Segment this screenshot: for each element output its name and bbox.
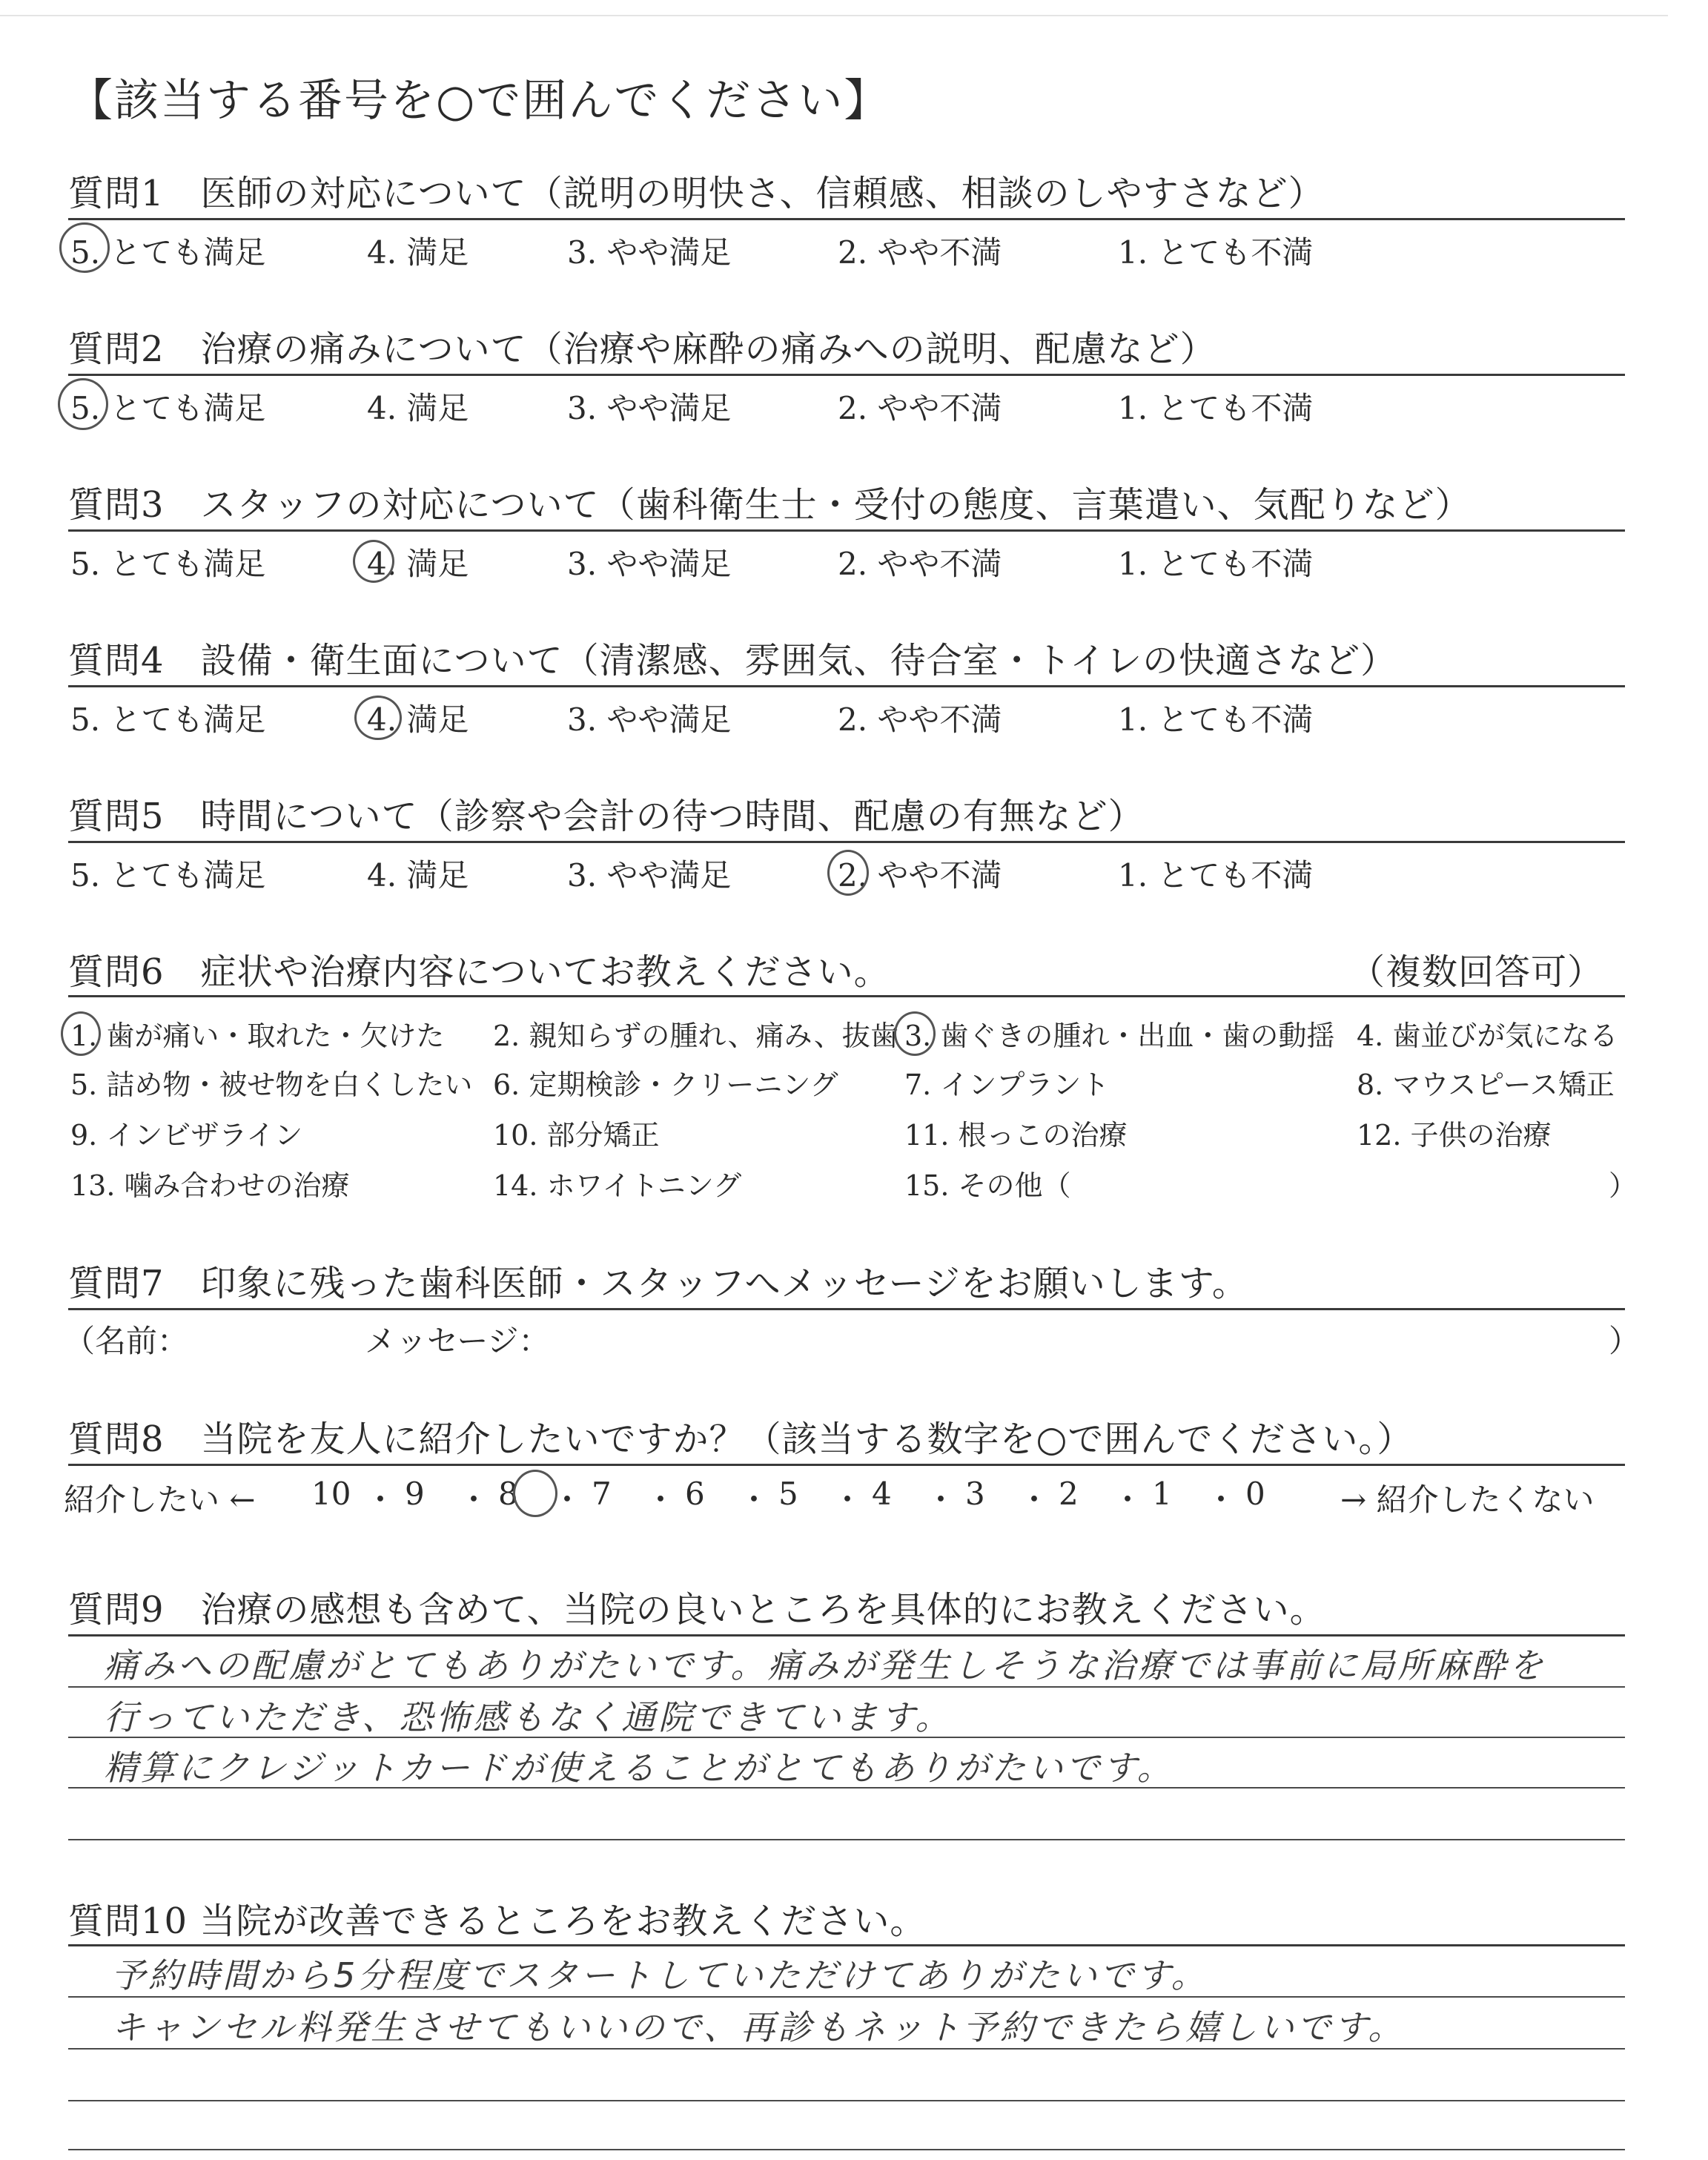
- q1-option-4[interactable]: 4. 満足: [367, 234, 469, 271]
- q5-option-2[interactable]: 2. やや不満: [838, 857, 1002, 894]
- q8-scale-5[interactable]: 5: [778, 1476, 798, 1512]
- q6-option-8[interactable]: 8. マウスピース矯正: [1357, 1069, 1615, 1101]
- q6-option-12[interactable]: 12. 子供の治療: [1357, 1119, 1552, 1152]
- q6-option-1[interactable]: 1. 歯が痛い・取れた・欠けた: [70, 1020, 445, 1052]
- q6-option-2[interactable]: 2. 親知らずの腫れ、痛み、抜歯: [493, 1020, 898, 1052]
- q8-rule: [68, 1464, 1625, 1466]
- q10-rule: [68, 1944, 1625, 1946]
- q6-multiple-note: （複数回答可）: [1349, 951, 1604, 993]
- q8-scale-2[interactable]: 2: [1059, 1476, 1079, 1512]
- q2-option-1[interactable]: 1. とても不満: [1118, 390, 1314, 426]
- q2-option-2[interactable]: 2. やや不満: [838, 390, 1002, 426]
- q4-option-4[interactable]: 4. 満足: [367, 701, 469, 738]
- q9-rule: [68, 1634, 1625, 1636]
- q8-scale-separator: ・: [365, 1482, 397, 1518]
- q5-option-3[interactable]: 3. やや満足: [567, 857, 732, 894]
- q5-option-5[interactable]: 5. とても満足: [70, 857, 266, 894]
- q9-title: 質問9 治療の感想も含めて、当院の良いところを具体的にお教えください。: [68, 1589, 1326, 1631]
- q6-rule: [68, 995, 1625, 997]
- q3-rule: [68, 529, 1625, 532]
- q6-option-11[interactable]: 11. 根っこの治療: [904, 1119, 1128, 1152]
- q8-scale-separator: ・: [925, 1482, 957, 1518]
- q2-option-5[interactable]: 5. とても満足: [70, 390, 266, 426]
- q8-scale-separator: ・: [832, 1482, 864, 1518]
- q8-scale-6[interactable]: 6: [685, 1476, 705, 1512]
- q8-scale-9[interactable]: 9: [405, 1476, 425, 1512]
- q9-answer-line-2[interactable]: 行っていただき、恐怖感もなく通院できています。: [104, 1697, 953, 1737]
- q9-writing-line-4: [68, 1839, 1625, 1840]
- q8-scale-10[interactable]: 10: [311, 1476, 351, 1512]
- q4-option-1[interactable]: 1. とても不満: [1118, 701, 1314, 738]
- q8-scale-7[interactable]: 7: [592, 1476, 612, 1512]
- q8-scale-3[interactable]: 3: [965, 1476, 985, 1512]
- q10-title: 質問10 当院が改善できるところをお教えください。: [68, 1900, 927, 1942]
- q2-option-3[interactable]: 3. やや満足: [567, 390, 732, 426]
- q6-option-3[interactable]: 3. 歯ぐきの腫れ・出血・歯の動揺: [904, 1020, 1335, 1052]
- q8-right-label: → 紹介したくない: [1340, 1482, 1595, 1518]
- q6-option-10[interactable]: 10. 部分矯正: [493, 1119, 660, 1152]
- q8-title: 質問8 当院を友人に紹介したいですか？（該当する数字を○で囲んでください。）: [68, 1418, 1414, 1460]
- q7-close-paren: ）: [1609, 1323, 1641, 1359]
- q10-answer-line-2[interactable]: キャンセル料発生させてもいいので、再診もネット予約できたら嬉しいです。: [111, 2007, 1406, 2047]
- q1-option-3[interactable]: 3. やや満足: [567, 234, 732, 271]
- q6-option-15[interactable]: 15. その他（: [904, 1169, 1071, 1202]
- q6-option-5[interactable]: 5. 詰め物・被せ物を白くしたい: [70, 1069, 473, 1101]
- q7-rule: [68, 1308, 1625, 1310]
- q10-writing-line-3: [68, 2100, 1625, 2101]
- q8-scale-separator: ・: [645, 1482, 677, 1518]
- q4-option-5[interactable]: 5. とても満足: [70, 701, 266, 738]
- q3-title: 質問3 スタッフの対応について（歯科衛生士・受付の態度、言葉遣い、気配りなど）: [68, 484, 1472, 526]
- q6-selected-circle-1: [61, 1011, 101, 1056]
- q2-title: 質問2 治療の痛みについて（治療や麻酔の痛みへの説明、配慮など）: [68, 328, 1217, 370]
- q8-scale: [311, 1476, 1320, 1520]
- q8-scale-8[interactable]: 8: [498, 1476, 518, 1512]
- q3-selected-circle: [353, 540, 394, 583]
- q6-option-7[interactable]: 7. インプラント: [904, 1069, 1110, 1101]
- q9-answer-line-3[interactable]: 精算にクレジットカードが使えることがとてもありがたいです。: [104, 1748, 1174, 1788]
- q4-rule: [68, 685, 1625, 687]
- q2-option-4[interactable]: 4. 満足: [367, 390, 469, 426]
- q2-selected-circle: [58, 378, 108, 430]
- q8-scale-separator: ・: [1019, 1482, 1050, 1518]
- q8-scale-0[interactable]: 0: [1245, 1476, 1265, 1512]
- q8-scale-separator: ・: [552, 1482, 583, 1518]
- q5-selected-circle: [827, 850, 869, 896]
- q6-option-14[interactable]: 14. ホワイトニング: [493, 1169, 742, 1202]
- q2-rule: [68, 374, 1625, 376]
- q1-option-2[interactable]: 2. やや不満: [838, 234, 1002, 271]
- q6-option-6[interactable]: 6. 定期検診・クリーニング: [493, 1069, 838, 1101]
- q10-writing-line-4: [68, 2149, 1625, 2150]
- q1-rule: [68, 218, 1625, 220]
- q8-scale-separator: ・: [1112, 1482, 1144, 1518]
- q8-left-label: 紹介したい ←: [64, 1482, 256, 1518]
- q7-name-label: （名前：: [64, 1323, 189, 1359]
- q9-answer-line-1[interactable]: 痛みへの配慮がとてもありがたいです。痛みが発生しそうな治療では事前に局所麻酔を: [104, 1645, 1546, 1685]
- q4-selected-circle: [354, 696, 402, 740]
- q8-scale-separator: ・: [458, 1482, 490, 1518]
- q1-title: 質問1 医師の対応について（説明の明快さ、信頼感、相談のしやすさなど）: [68, 173, 1325, 214]
- q6-other-close-paren: ）: [1609, 1169, 1638, 1202]
- q5-option-1[interactable]: 1. とても不満: [1118, 857, 1314, 894]
- q8-scale-4[interactable]: 4: [872, 1476, 892, 1512]
- q6-option-13[interactable]: 13. 噛み合わせの治療: [70, 1169, 350, 1202]
- q7-message-label: メッセージ：: [365, 1323, 550, 1359]
- q6-title: 質問6 症状や治療内容についてお教えください。: [68, 951, 890, 993]
- q5-option-4[interactable]: 4. 満足: [367, 857, 469, 894]
- q3-option-3[interactable]: 3. やや満足: [567, 546, 732, 582]
- q5-rule: [68, 841, 1625, 843]
- q6-option-9[interactable]: 9. インビザライン: [70, 1119, 303, 1152]
- q6-selected-circle-3: [894, 1011, 936, 1056]
- q8-selected-circle: [513, 1470, 557, 1517]
- q1-option-5[interactable]: 5. とても満足: [70, 234, 266, 271]
- q3-option-1[interactable]: 1. とても不満: [1118, 546, 1314, 582]
- q6-option-4[interactable]: 4. 歯並びが気になる: [1357, 1020, 1618, 1052]
- q8-scale-separator: ・: [738, 1482, 770, 1518]
- q4-option-3[interactable]: 3. やや満足: [567, 701, 732, 738]
- q8-scale-separator: ・: [1205, 1482, 1237, 1518]
- q8-scale-1[interactable]: 1: [1152, 1476, 1172, 1512]
- q3-option-4[interactable]: 4. 満足: [367, 546, 469, 582]
- q3-option-2[interactable]: 2. やや不満: [838, 546, 1002, 582]
- scan-edge-line: [0, 15, 1668, 16]
- q1-selected-circle: [59, 222, 110, 273]
- q4-title: 質問4 設備・衛生面について（清潔感、雰囲気、待合室・トイレの快適さなど）: [68, 640, 1397, 681]
- q10-answer-line-1[interactable]: 予約時間から5分程度でスタートしていただけてありがたいです。: [111, 1955, 1208, 1995]
- q3-option-5[interactable]: 5. とても満足: [70, 546, 266, 582]
- page-title: 【該当する番号を○で囲んでください】: [68, 75, 890, 127]
- q7-title: 質問7 印象に残った歯科医師・スタッフへメッセージをお願いします。: [68, 1263, 1248, 1304]
- q4-option-2[interactable]: 2. やや不満: [838, 701, 1002, 738]
- q1-option-1[interactable]: 1. とても不満: [1118, 234, 1314, 271]
- q5-title: 質問5 時間について（診察や会計の待つ時間、配慮の有無など）: [68, 796, 1145, 837]
